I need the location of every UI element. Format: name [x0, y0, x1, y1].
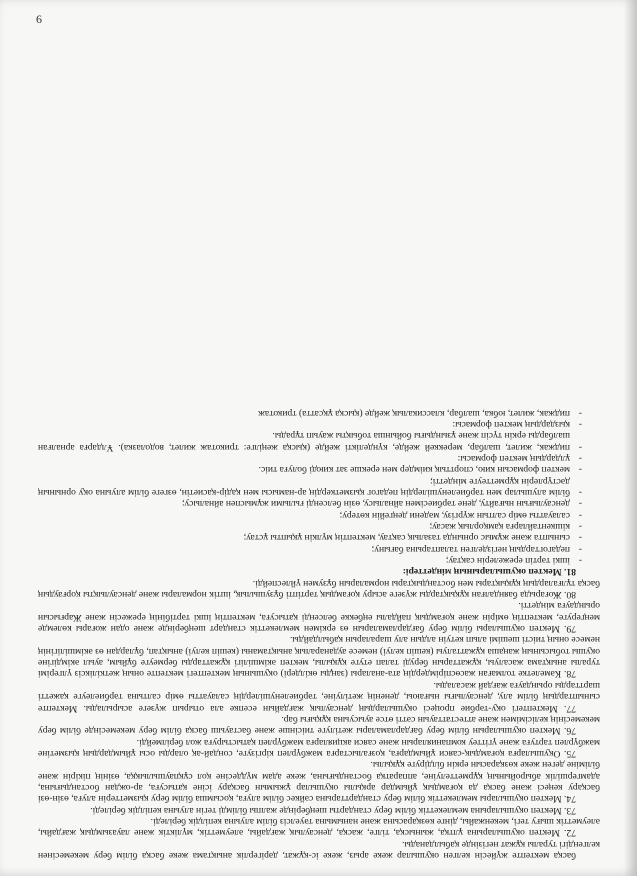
paragraph-intro: басқа мектепте жүйесін келген оқушылар жеке арыз, жеке іс-құжат, дәрігерлік анықтама жеке басқа білім беру мекемесінен келгендігі туралы құжат негізінде қабылданады. — [38, 838, 600, 861]
paragraph-73: 73. Мектеп оқушыларына мемлекеттік білім беру стандарты шеңберінде жалпы білімді тегін алуына кепілдік беріледі. — [90, 804, 576, 816]
dash-bullet-icon: - — [578, 418, 582, 430]
dash-bullet-icon: - — [578, 407, 582, 419]
list-item: -педагогтардың негізделген талаптарына бағыну; — [371, 543, 582, 555]
list-item: -ұлдардың мектеп формасы: — [457, 452, 582, 464]
dash-bullet-icon: - — [578, 487, 582, 498]
page-number: 6 — [36, 12, 42, 26]
paragraph-72: 72. Мектеп оқушыларына ұлтқа, жынысқа, тілге, жасқа, денсаулық жағдайы, әлеуметтік, мүліктік және лауазымдық жағдайы, әлеуметтік шығу тегі, мекенжайы, дінге көзқарасына және нанымына тәуелсіз білім алуына кепілдік беріледі. — [38, 815, 600, 839]
list-item: -денсаулығын нығайту, дене тәрбиесімен айналысу, өзін белсенді ғылыми жұмыспен айналысу; — [181, 498, 582, 510]
paragraph-74: 74. Мектеп оқушылары мемлекеттік білім беру стандарттарына сәйкес білім алуға, қосымша білім беру қызметтерін алуға, өзін-өзі басқару кеңесі және басқа да қоғамдық ұйымдар арқылы оқушылар ұжымын басқару ісіне қатысуға, ар-ождан бостандығына, адамгершілік абыройының құрметтелуіне, аппаратқа бостандығына, жеке адам мүддесіне қол сұқпаушылыққа, өзінің пікірін және біліміне деген жеке көзқарасын еркін білдіруге құқылы. — [38, 759, 600, 805]
list-item: -білім алушылар мен тәрбиеленушілердің педагог қызметкердің ар-намысы мен қадір-қасиетін, өзгеге білім алуына оқу орнының дәстүрлерін құрметтеуге міндетті; — [38, 475, 582, 498]
dash-bullet-icon: - — [578, 441, 582, 453]
list-item: -пиджак, жилет, юбка, шалбар, классикалық жейде (қысқа ұқсатта) трикотаж — [258, 407, 582, 419]
list-item: -ішкі тәртіп ережелерін сақтау; — [445, 555, 582, 567]
paragraph-80: 80. Жоғарыда баяндалған құқықтарды жүзеге асыру қоғамдық тәртіпті бұзушылық, іштік нормалары және денсаулықты қорғаудың басқа тұлғалардың құқықтары мен бостандықтары нормаларын бұзумен үйлеспейді. — [38, 577, 600, 601]
dash-bullet-icon: - — [578, 532, 582, 544]
dash-bullet-icon: - — [578, 509, 582, 521]
scan-edge-shadow — [625, 0, 637, 876]
paragraph-78: 78. Кәмелетке толмаған жасөспірімдердің ата-аналары (заңды өкілдері) оқушының мектептегі мектепте оның жеткіліксіз үлгерімі туралы анықтама жасалуы, құжаттарын беруді талап етуге құқылы, мектеп әкімшілігі құжаттарды бермеуге бұйым, ауыл әкімдігіне оқушы тобысының жаңаша құжатталуы (кешіп келуі) немесе ауданаралық анықтаманы (кешіп келуі) анықтап, бұлардан өз әкімшілігінің немесе оның тиісті шешімі алып кетуін алдын алу шараларын қабылдайды. — [38, 634, 600, 680]
upside-down-text-block — [38, 56, 600, 861]
dash-bullet-icon: - — [578, 555, 582, 567]
dash-bullet-icon: - — [578, 452, 582, 464]
dash-bullet-icon: - — [578, 543, 582, 555]
dash-bullet-icon: - — [578, 498, 582, 510]
dash-bullet-icon: - — [578, 521, 582, 533]
list-item: -салауатты өмір салтын жүргізу, мәдени деңгейін көтеру; — [339, 509, 582, 521]
list-item: -кішкентайларға қамқорлық жасау; — [429, 521, 582, 533]
paragraph-79: 79. Мектеп оқушылары білім беру бағдарламаларын өз еркімен мемлекеттік стандарт шеңберінде және одан жоғары көлемде меңгеруге, мектептің өмірін және қоғамдық пайдалы еңбекке белсенді қатысуға, мектептің ішкі тәртібінің ережесін және Жарғысын орындауға міндетті. — [38, 600, 600, 635]
paragraph-76: 76. Мектеп оқушыларын білім беру бағдарламалары жетілуге тиісінше және бастауыш басқа білім беру мекемесінде білім беру мекемесінің келісімімен және аттестаттауын сәтті өтсе ауысуына құқығы бар. — [38, 713, 600, 737]
dash-bullet-icon: - — [578, 464, 582, 476]
list-item: -сыныпта және жұмыс орнында тазалық сақтау, мектептің мүлкін ұқыпты ұстау; — [243, 532, 582, 544]
section-heading-81: 81. Мектеп оқушыларының міндеттері: — [402, 566, 576, 578]
list-item: -мектеп формасын кию, спорттық киімдер мен ерекше зат киюді болуға тиіс. — [258, 464, 582, 476]
list-item: -пиджак, жилет, шалбар, мереккей жейде, күнделікті жейде (қысқа жеңілге: трикотаж жилет, водолазка). Ұлдарға арналған шалбарды еркін түсіп және ұзындығы бойынша тобықты жауып тұрады. — [38, 430, 582, 453]
list-item: -қыздардың мектеп формасы: — [452, 418, 582, 430]
paragraph-75: 75. Оқушыларға қоғамдық-саяси ұйымдарға, қозғалыстарға мәжбүрлеп кіргізуге, сондай-ақ оларды осы ұйымдардың қызметіне мәжбүрлеп тартуға және үгіттеу компанияларын және саяси акцияларға мәжбүрлеп қатыстыруға жол берілмейді. — [38, 736, 600, 759]
paragraph-77: 77. Мектептегі оқу-тәрбие процесі оқушылардың денсаулық жағдайын есепке ала отырып жүзеге асырылады. Мектепте сыныптардың білім алу, денсаулығы нығаюы, дененің жетілуіне, тәрбиеленушілердің салауатты өмір салтына тәрбиелеуге қажетті шарттарды орындауға жағдай жасалады. — [38, 679, 600, 714]
